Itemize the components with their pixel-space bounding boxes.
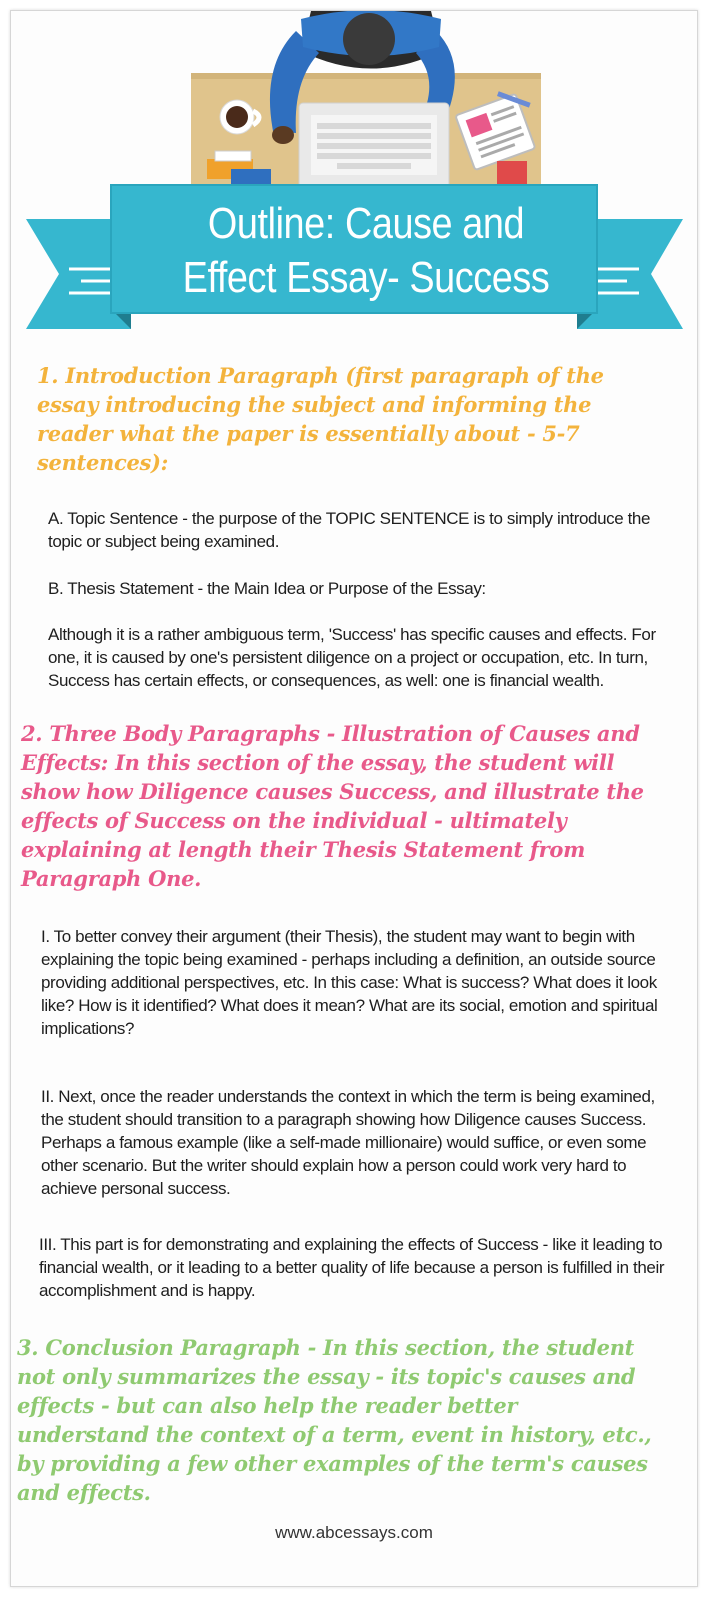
section-1-heading: 1. Introduction Paragraph (first paragraph of the essay introducing the subject and informing the reader what the paper is essentially about - 5-7 sentences): [37,363,604,475]
person-at-desk-icon [11,11,697,191]
section-introduction [11,361,697,477]
laptop-icon [299,103,449,189]
infographic-page [10,10,698,1587]
thesis-statement-text: B. Thesis Statement - the Main Idea or Purpose of the Essay: [48,579,486,598]
website-footer[interactable]: www.abcessays.com [275,1523,433,1542]
title-line-1: Outline: Cause and [207,199,525,248]
body-point-1-text: I. To better convey their argument (their Thesis), the student may want to begin with explaining the topic being examined - perhaps including a definition, an outside source providing additional perspectives, etc. In this case: What is success? What does it look like? How is it identified? What does it mean? What are its social, emotion and spiritual implications? [41,927,658,1038]
section-2-point-3 [11,1233,697,1302]
section-2-point-1 [11,925,697,1040]
section-2-point-2 [11,1085,697,1200]
section-1-example [11,623,697,692]
topic-sentence-text: A. Topic Sentence - the purpose of the TOPIC SENTENCE is to simply introduce the topic or subject being examined. [48,509,651,551]
section-2-heading: 2. Three Body Paragraphs - Illustration of Causes and Effects: In this section of the essay, the student will show how Diligence causes Success, and illustrate the effects of Success on the individual - ultimately explaining at length their Thesis Statement from Paragraph One. [21,721,644,891]
body-point-3-text: III. This part is for demonstrating and explaining the effects of Success - like it leading to financial wealth, or it leading to a better quality of life because a person is fulfilled in their accomplishment and is happy. [39,1235,665,1300]
title-line-2: Effect Essay- Success [182,253,550,302]
section-body-paragraphs [11,719,697,893]
section-3-heading: 3. Conclusion Paragraph - In this section, the student not only summarizes the essay - its topic's causes and effects - but can also help the reader better understand the context of a term, event in history, etc., by providing a few other examples of the term's causes and effects. [17,1335,652,1505]
body-point-2-text: II. Next, once the reader understands the context in which the term is being examined, the student should transition to a paragraph showing how Diligence causes Success. Perhaps a famous example (like a self-made millionaire) would suffice, or even some other scenario. But the writer should explain how a person could work very hard to achieve personal success. [41,1087,655,1198]
thesis-example-text: Although it is a rather ambiguous term, 'Success' has specific causes and effects. For one, it is caused by one's persistent diligence on a project or occupation, etc. In turn, Success has certain effects, or consequences, as well: one is financial wealth. [48,625,656,690]
section-conclusion [11,1333,697,1507]
page-title [164,191,568,311]
section-1-thesis [11,577,697,600]
section-1-body [11,507,697,553]
